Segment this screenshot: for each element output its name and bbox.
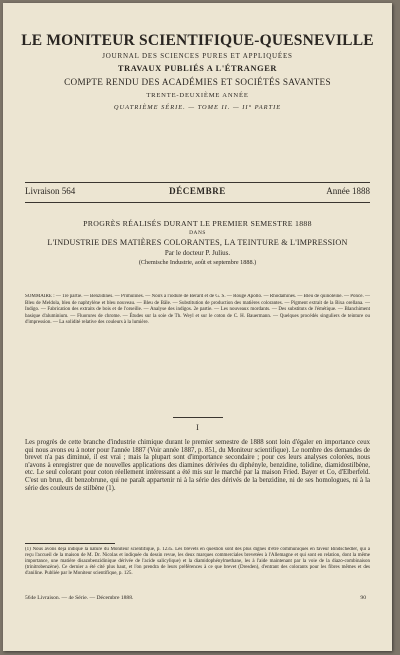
article-header [17, 219, 378, 267]
journal-subtitle: JOURNAL DES SCIENCES PURES ET APPLIQUÉES [102, 52, 293, 60]
article-author: Par le docteur P. Julius. [164, 249, 231, 257]
article-dans: DANS [189, 230, 206, 236]
page-footer [25, 595, 370, 605]
page-number: 90 [360, 595, 366, 601]
footer-issue: 564e Livraison. — 4e Série. — Décembre 1888. [25, 595, 134, 601]
article-title: L'INDUSTRIE DES MATIÈRES COLORANTES, LA TEINTURE & L'IMPRESSION [47, 238, 348, 247]
compte-rendu-line: COMPTE RENDU DES ACADÉMIES ET SOCIÉTÉS SAVANTES [64, 77, 331, 87]
livraison-number: Livraison 564 [25, 186, 76, 196]
footnote-rule [25, 543, 115, 544]
journal-page [3, 3, 392, 651]
masthead [3, 31, 392, 112]
dateline-top-rule [25, 182, 370, 183]
serie-line: QUATRIÈME SÉRIE. — TOME II. — II° PARTIE [113, 104, 282, 111]
section-divider [173, 417, 223, 418]
article-body: Les progrès de cette branche d'industrie chimique durant le premier semestre de 1888 sont loin d'égaler en importance ceux qui nous avons eu à noter pour l'année 1887 (Voir année 1887, p. 851, du Moniteur scientifique). Le nombre des demandes de brevet n'a pas diminué, il est vrai ; mais la plupart sont d'importance secondaire ; pour ces leurs analyses colorées, nous n'avons à enregistrer que de nouvelles applications des diamines dérivées du diphényle, benzidine, tolidine, diamidostilbène, etc. Le seul colorant pour coton réellement intéressant a été mis sur le marché par la maison Fried. Bayer et Co, d'Elberfeld. C'est un brun, dit benzobrune, qui ne paraît appartenir ni à la série des dérivés de la benzidine, ni de ses homologues, ni à la série des couleurs de stilbène (1). [25, 439, 370, 492]
issue-year: Année 1888 [326, 186, 370, 196]
issue-month: DÉCEMBRE [169, 186, 226, 196]
article-heading: PROGRÈS RÉALISÉS DURANT LE PREMIER SEMESTRE 1888 [83, 219, 312, 228]
dateline [25, 186, 370, 200]
footnote: (1) Nous avons déjà indiqué la nature du Moniteur scientifique, p. 1235. Les brevets en question sont des plus dignes d'être communiqués en faveur Bindschedler, qui a reçu l'accueil de la maison de M. Dr. Nicolas et indiquée du dessin revue, les deux marques commerciales brevetées à l'Allemagne et qui sont en relation, dont la même importance, une matière disazobenzidinique dérivée de l'acide salicylique) et la diamidophénylmethane, les à l'aide maintenant par la voie de la diazo-combinaison (trinitrobenzène). Ce dernier a été cité plus haut, et l'on prendra de leurs préférences à ce que brevet (Dresden), d'entrant des colorants pour les fibres mêmes et des d'aniline. Publiée par le Moniteur scientifique, p. 125. [25, 547, 370, 576]
dateline-bottom-rule [25, 202, 370, 203]
annee-line: TRENTE-DEUXIÈME ANNÉE [146, 92, 249, 99]
article-source: (Chemische Industrie, août et septembre 1888.) [138, 259, 257, 266]
journal-title: LE MONITEUR SCIENTIFIQUE-QUESNEVILLE [21, 32, 374, 49]
article-summary: SOMMAIRE : — 1re partie. — Benzidines. — Primulines. — Noirs à l'iodure de Bérard et de G. S. — Rouge Apollo. — Rhodamines. — Bleu de quinoléine. — Ponce. — Bleu de Meldola, bleu de naphtylène et bleu nouveau. — Bleu de Bâle. — Substitution de production des matières colorantes. — Pigment extrait de la Bixa orellana. — Indigo. — Fabrication des extraits de bois et de l'orseille. — Analyse des indigos. 2e partie. — Les nouveaux mordants. — Des substituts de l'émétique. — Blanchiment basique d'aluminium. — Fluorures de chrome. — Études sur la soie de Th. Weyl et sur le coton de C. H. Bauermann. — Quelques procédés singuliers de teinture ou d'impression. — La solidité relative des couleurs à la lumière. [25, 294, 370, 326]
travaux-line: TRAVAUX PUBLIÉS A L'ÉTRANGER [117, 64, 278, 73]
section-number: I [196, 423, 199, 432]
